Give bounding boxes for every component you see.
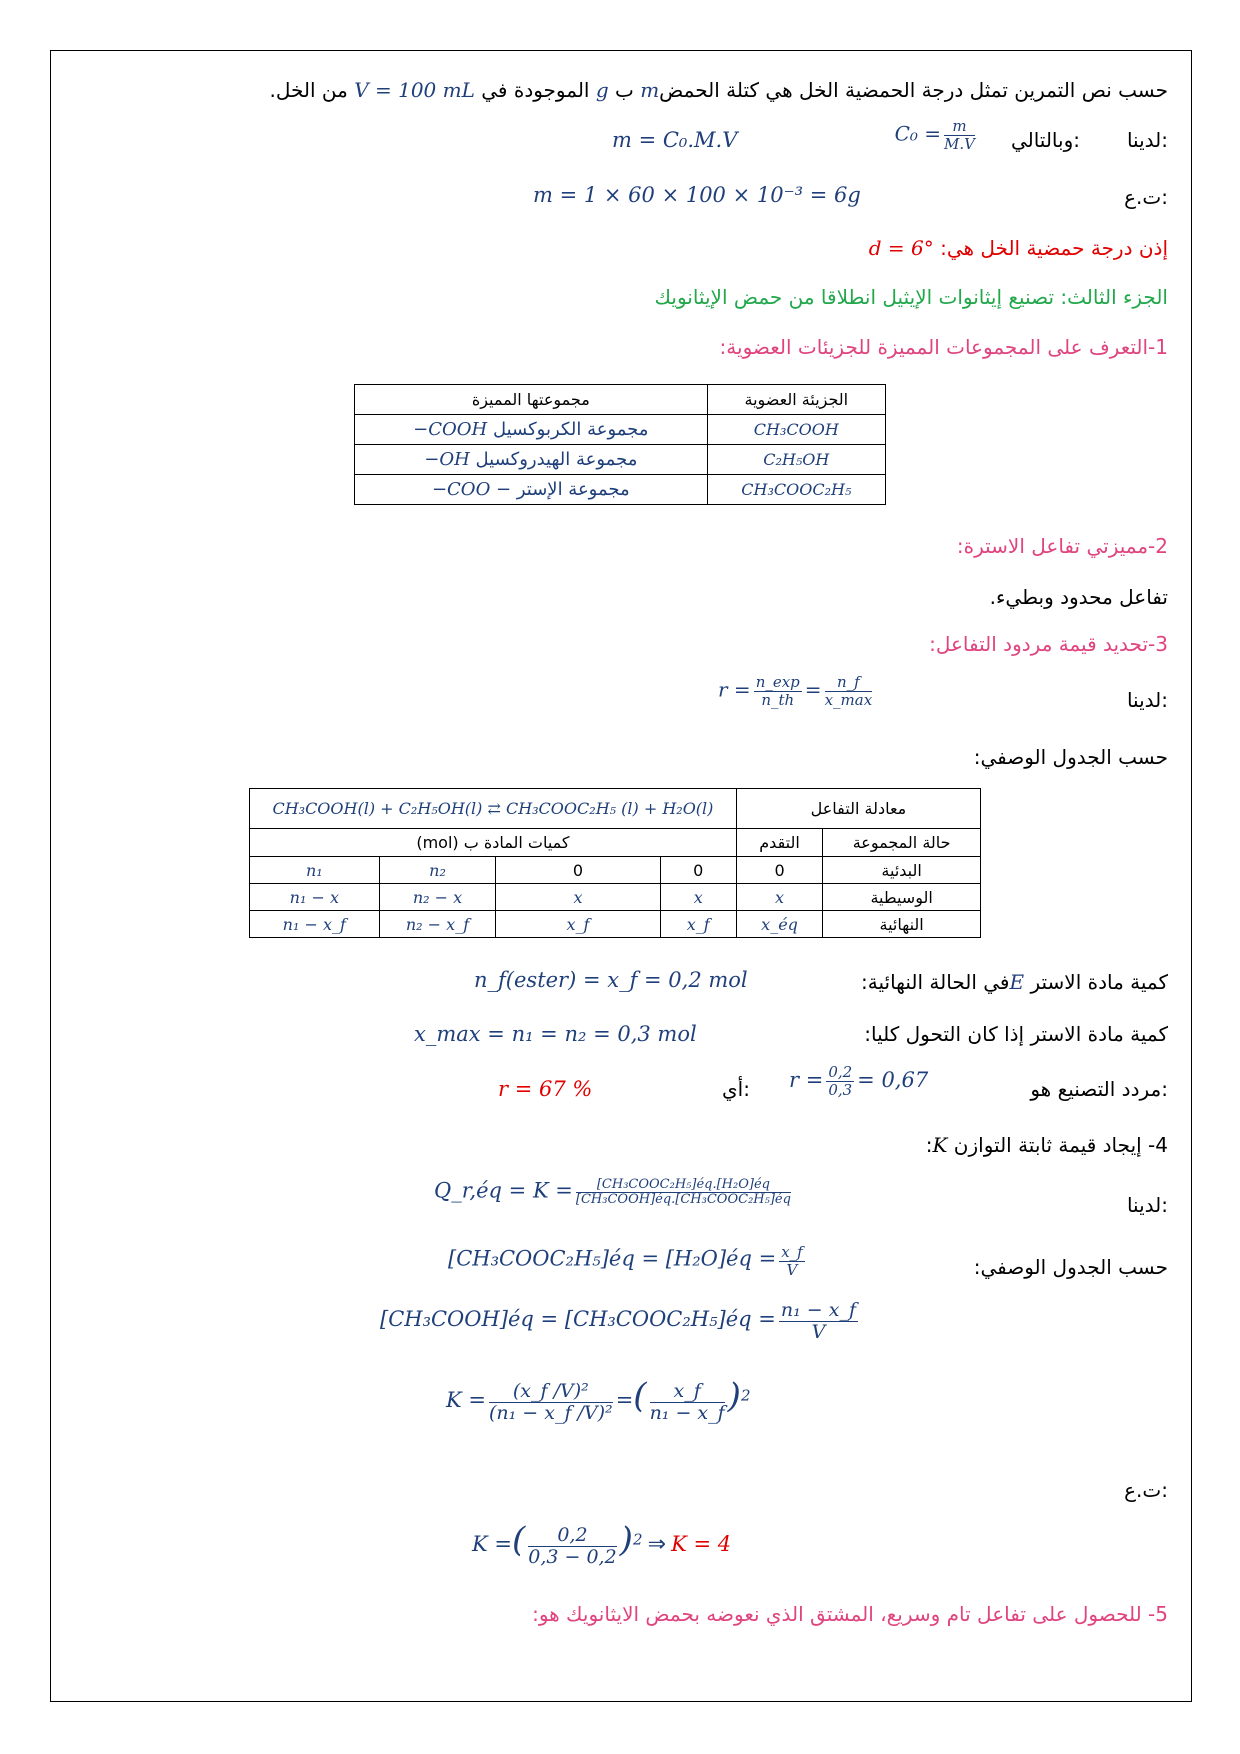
- yield-r: r =: [789, 1068, 824, 1092]
- group-formula: −COO −: [431, 479, 512, 500]
- intro-rest: الموجودة في: [481, 78, 590, 102]
- table-row: [355, 445, 886, 475]
- Kc-left: K =: [472, 1532, 512, 1556]
- cell: x: [736, 884, 822, 911]
- question-1: 1-التعرف على المجموعات المميزة للجزيئات العضوية:: [719, 335, 1168, 359]
- nf-equation: n_f(ester) = x_f = 0,2 mol: [474, 968, 748, 992]
- cell: 0: [736, 857, 822, 884]
- table-row: [355, 415, 886, 445]
- yield-den: 0,3: [828, 1080, 853, 1099]
- c0-den: M.V: [944, 134, 975, 153]
- ay: أي:: [722, 1077, 750, 1101]
- group-cell: [355, 445, 708, 475]
- yield-calc: [789, 1064, 928, 1098]
- K-result: K = 4: [671, 1532, 732, 1556]
- m-calc: m = 1 × 60 × 100 × 10⁻³ = 6g: [533, 183, 861, 207]
- cell: n₁: [250, 857, 380, 884]
- adv-label: التقدم: [736, 829, 822, 857]
- yield-num: 0,2: [828, 1063, 853, 1081]
- cell: الوسيطية: [823, 884, 981, 911]
- q4-text: 4- إيجاد قيمة ثابتة التوازن: [953, 1133, 1168, 1157]
- K-mid: =: [615, 1388, 634, 1412]
- conc2-den: V: [811, 1320, 826, 1343]
- groups-table: [354, 384, 886, 505]
- c0-formula: [895, 118, 978, 152]
- nf-label-2: في الحالة النهائية:: [861, 970, 1010, 994]
- xmax-equation: x_max = n₁ = n₂ = 0,3 mol: [414, 1022, 697, 1046]
- K-den-1: (n₁ − x_f /V)²: [488, 1402, 613, 1424]
- Q-formula: [434, 1178, 794, 1208]
- question-4: [72, 1133, 1168, 1157]
- K-left: K =: [446, 1388, 486, 1412]
- cell: n₁ − x_f: [250, 911, 380, 938]
- wabittali: وبالتالي:: [1010, 128, 1080, 152]
- conc1-formula: [448, 1244, 808, 1278]
- r-den-1: n_th: [761, 690, 795, 709]
- eq-label: معادلة التفاعل: [736, 789, 980, 829]
- c0-num: m: [944, 118, 975, 136]
- yield-formula: r = $\frac{n\_\exp}{n\_th}$ = $\frac{n\_f}{x\_\max}$: [718, 673, 873, 709]
- part3-title: الجزء الثالث: تصنيع إيثانوات الإيثيل انطلاقا من حمض الإيثانويك: [654, 285, 1168, 309]
- group-name: مجموعة الكربوكسيل: [492, 419, 649, 440]
- r-fraction-2: [825, 674, 873, 708]
- question-2-answer: تفاعل محدود وبطيء.: [989, 585, 1168, 609]
- r-fraction-1: [754, 674, 802, 708]
- question-3: 3-تحديد قيمة مردود التفاعل:: [929, 632, 1168, 656]
- tae-1: ت.ع:: [1124, 185, 1168, 209]
- K-fraction-1: [489, 1381, 613, 1424]
- K-num-1: (x_f /V)²: [489, 1381, 613, 1403]
- table-row: [250, 884, 981, 911]
- r-den-2: x_max: [824, 690, 873, 709]
- progress-table: [249, 788, 981, 938]
- K-fraction-2: [650, 1381, 725, 1424]
- cell: n₂ − x_f: [379, 911, 496, 938]
- intro-b: ب: [615, 78, 634, 102]
- Kc-num: 0,2: [528, 1525, 616, 1547]
- idhan-line: [72, 236, 1168, 260]
- cell: x: [496, 884, 660, 911]
- Q-den: [CH₃COOH]éq.[CH₃COOC₂H₅]éq: [575, 1192, 791, 1208]
- m-equation: m = C₀.M.V: [612, 128, 738, 152]
- q4-K: K: [932, 1133, 948, 1157]
- var-g: g: [595, 78, 609, 102]
- mol-cell: CH₃COOC₂H₅: [707, 475, 885, 505]
- group-cell: [355, 415, 708, 445]
- cell: x: [660, 884, 736, 911]
- c0-left: C₀ =: [894, 121, 942, 146]
- Kc-den: 0,3 − 0,2: [528, 1546, 617, 1568]
- table-row: [250, 911, 981, 938]
- cell: 0: [660, 857, 736, 884]
- intro-end: من الخل.: [269, 78, 348, 102]
- table-row: [250, 857, 981, 884]
- equation-cell: CH₃COOH(l) + C₂H₅OH(l) ⇄ CH₃COOC₂H₅ (l) + H₂O(l): [250, 789, 737, 829]
- head-mol: الجزيئة العضوية: [707, 385, 885, 415]
- Q-fraction: [576, 1178, 791, 1208]
- K-calc: K =( $\frac{0,2}{0,3 - 0,2}$ )$^2$ ⇒ K = 4: [472, 1520, 732, 1568]
- group-name: مجموعة الإستر: [516, 479, 630, 500]
- cell: x_f: [496, 911, 660, 938]
- r-left: r =: [718, 677, 751, 702]
- group-name: مجموعة الهيدروكسيل: [475, 449, 638, 470]
- cell: النهائية: [823, 911, 981, 938]
- c0-fraction: [944, 118, 975, 152]
- conc2-num: n₁ − x_f: [780, 1299, 856, 1321]
- ladayna-3: لدينا:: [1126, 1193, 1168, 1217]
- Q-num: [CH₃COOC₂H₅]éq.[H₂O]éq: [576, 1178, 791, 1193]
- table-row: [355, 475, 886, 505]
- cell: 0: [496, 857, 660, 884]
- yield-value: = 0,67: [857, 1068, 929, 1092]
- q4-colon: :: [925, 1133, 933, 1157]
- conc2-left: [CH₃COOH]éq = [CH₃COOC₂H₅]éq =: [380, 1306, 776, 1331]
- question-2: 2-مميزتي تفاعل الاسترة:: [956, 534, 1168, 558]
- hasab-1: حسب الجدول الوصفي:: [973, 745, 1168, 769]
- xmax-label: كمية مادة الاستر إذا كان التحول كليا:: [864, 1022, 1168, 1046]
- cell: البدئية: [823, 857, 981, 884]
- state-label: حالة المجموعة: [823, 829, 981, 857]
- nf-label: [861, 970, 1168, 994]
- conc1-left: [CH₃COOC₂H₅]éq = [H₂O]éq =: [448, 1246, 777, 1271]
- hasab-2: حسب الجدول الوصفي:: [973, 1255, 1168, 1279]
- ladayna-2: لدينا:: [1126, 688, 1168, 712]
- K-formula: K = $\frac{\text{(x\_f /V)²}}{\text{(n₁ − x\_f /V)²}}$ =( $\frac{x\_f}{\text{n₁ − x\_f}}$ )$^2$: [446, 1376, 751, 1424]
- yield-fraction: [826, 1064, 854, 1098]
- conc2-fraction: [779, 1300, 858, 1343]
- var-m: m: [640, 78, 660, 102]
- K-num-2: x_f: [650, 1381, 725, 1403]
- conc2-formula: [380, 1300, 861, 1343]
- mol-cell: CH₃COOH: [707, 415, 885, 445]
- nf-label-1: كمية مادة الاستر: [1030, 970, 1168, 994]
- cell: x_f: [660, 911, 736, 938]
- tae-2: ت.ع:: [1124, 1478, 1168, 1502]
- cell: n₂ − x: [379, 884, 496, 911]
- head-group: مجموعتها المميزة: [355, 385, 708, 415]
- group-cell: [355, 475, 708, 505]
- intro-line: [72, 78, 1168, 102]
- qty-label: كميات المادة ب (mol): [250, 829, 737, 857]
- implies-arrow: ⇒: [647, 1532, 667, 1557]
- idhan-text: إذن درجة حمضية الخل هي:: [940, 236, 1168, 260]
- conc1-fraction: [779, 1244, 805, 1278]
- cell: n₂: [379, 857, 496, 884]
- acidity-degree: d = 6°: [868, 236, 934, 260]
- r-num-2: n_f: [825, 674, 873, 692]
- r-num-1: n_exp: [755, 673, 800, 691]
- ester-E: E: [1009, 970, 1025, 994]
- question-5: 5- للحصول على تفاعل تام وسريع، المشتق الذي نعوضه بحمض الايثانويك هو:: [532, 1602, 1168, 1626]
- Kc-fraction: [528, 1525, 616, 1568]
- group-formula: −OH: [424, 449, 470, 470]
- K-den-2: n₁ − x_f: [649, 1402, 725, 1424]
- group-formula: −COOH: [413, 419, 488, 440]
- intro-text: حسب نص التمرين تمثل درجة الحمضية الخل هي كتلة الحمض: [659, 78, 1168, 102]
- cell: n₁ − x: [250, 884, 380, 911]
- conc1-den: V: [786, 1260, 798, 1279]
- conc1-num: x_f: [781, 1243, 803, 1261]
- cell: x_éq: [736, 911, 822, 938]
- mol-cell: C₂H₅OH: [707, 445, 885, 475]
- yield-percent: r = 67 %: [498, 1077, 593, 1101]
- ladayna-1: لدينا:: [1126, 128, 1168, 152]
- Q-left: Q_r,éq = K =: [434, 1178, 573, 1203]
- volume-value: V = 100 mL: [354, 78, 475, 102]
- yield-label: مردد التصنيع هو:: [1030, 1077, 1168, 1101]
